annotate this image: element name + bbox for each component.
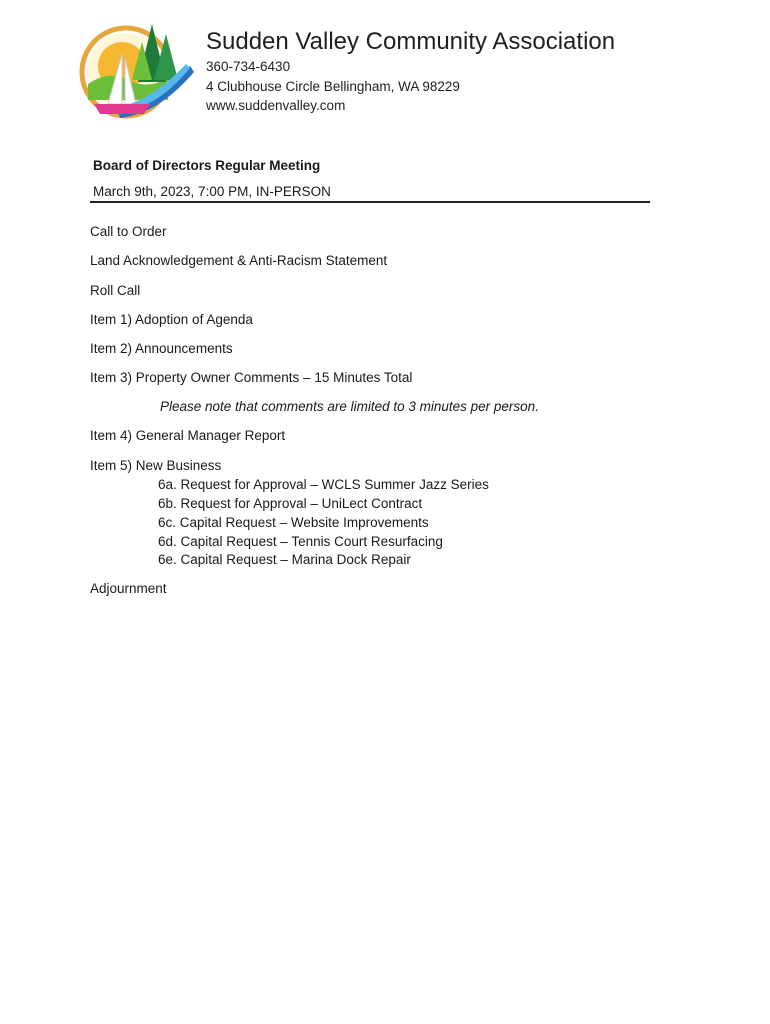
agenda-item-1: Item 1) Adoption of Agenda — [90, 312, 253, 327]
sudden-valley-logo — [78, 20, 194, 122]
heading-divider — [90, 201, 650, 203]
agenda-item-3: Item 3) Property Owner Comments – 15 Minutes Total — [90, 370, 413, 385]
agenda-sub-item-6e: 6e. Capital Request – Marina Dock Repair — [158, 552, 411, 567]
mailing-address: 4 Clubhouse Circle Bellingham, WA 98229 — [206, 79, 460, 94]
agenda-sub-item-6b: 6b. Request for Approval – UniLect Contract — [158, 496, 423, 511]
agenda-sub-item-6d: 6d. Capital Request – Tennis Court Resurfacing — [158, 534, 443, 549]
organization-name: Sudden Valley Community Association — [206, 28, 616, 55]
meeting-title: Board of Directors Regular Meeting — [93, 158, 321, 173]
agenda-item-3-note: Please note that comments are limited to 3 minutes per person. — [160, 399, 539, 414]
meeting-date: March 9th, 2023, 7:00 PM, IN-PERSON — [93, 184, 331, 199]
phone-number: 360-734-6430 — [206, 59, 291, 74]
logo-graphic — [78, 20, 194, 122]
agenda-roll-call: Roll Call — [90, 283, 141, 298]
agenda-sub-item-6c: 6c. Capital Request – Website Improvements — [158, 515, 429, 530]
agenda-call-to-order: Call to Order — [90, 224, 167, 239]
agenda-land-acknowledgement: Land Acknowledgement & Anti-Racism Statement — [90, 253, 388, 268]
agenda-item-2: Item 2) Announcements — [90, 341, 233, 356]
agenda-item-5: Item 5) New Business — [90, 458, 222, 473]
agenda-item-4: Item 4) General Manager Report — [90, 428, 286, 443]
agenda-adjournment: Adjournment — [90, 581, 167, 596]
agenda-sub-item-6a: 6a. Request for Approval – WCLS Summer Jazz Series — [158, 477, 489, 492]
website-url: www.suddenvalley.com — [206, 98, 346, 113]
